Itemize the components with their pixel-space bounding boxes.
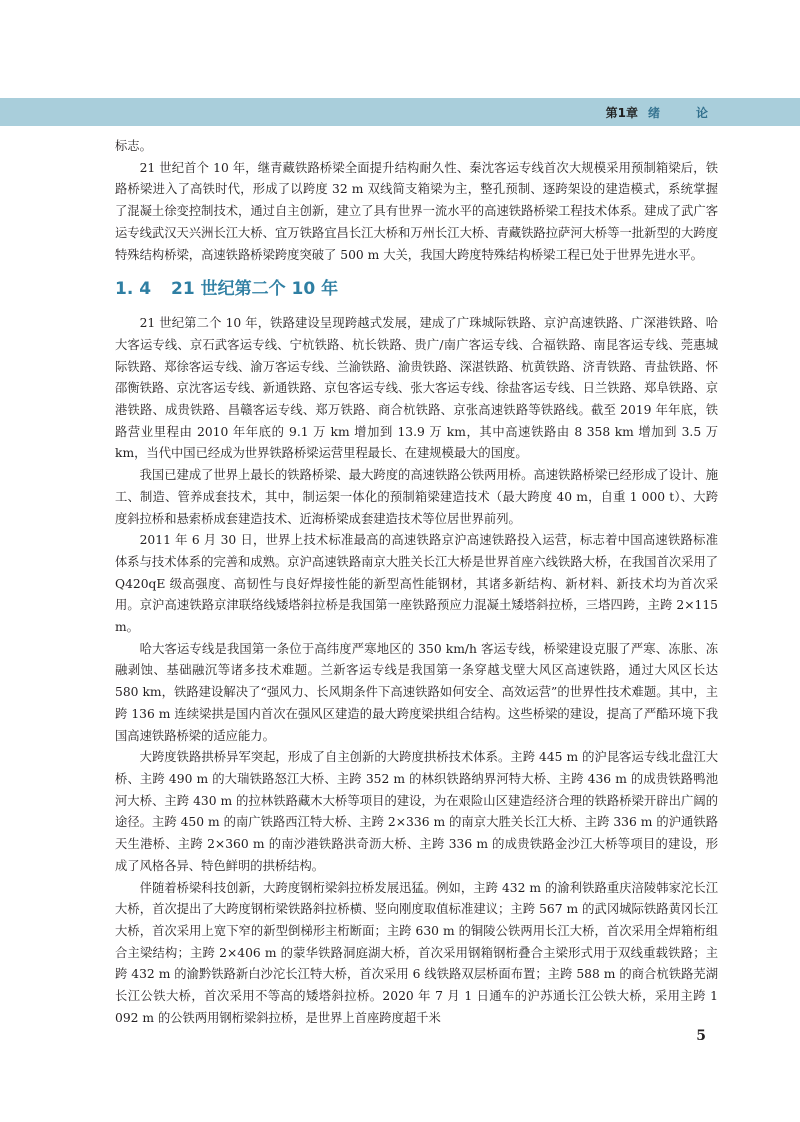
paragraph: 21 世纪第二个 10 年，铁路建设呈现跨越式发展，建成了广珠城际铁路、京沪高速铁路、广深港铁路、哈大客运专线、京石武客运专线、宁杭铁路、杭长铁路、贵广/南广客运专线、合福铁路、南昆客运专线、莞惠城际铁路、郑徐客运专线、渝万客运专线、兰渝铁路、渝贵铁路、深湛铁路、杭黄铁路、济青铁路、青盐铁路、怀邵衡铁路、京沈客运专线、新通铁路、京包客运专线、张大客运专线、徐盐客运专线、日兰铁路、郑阜铁路、京港铁路、成贵铁路、昌赣客运专线、郑万铁路、商合杭铁路、京张高速铁路等铁路线。截至 2019 年年底，铁路营业里程由 2010 年年底的 9.1 万 km 增加到 13.9 万 km，其中高速铁路由 8 358 km 增加到 3.5 万 km，当代中国已经成为世界铁路桥梁运营里程最长、在建规模最大的国度。: [115, 316, 718, 461]
page-number: 5: [696, 1028, 706, 1044]
chapter-number: 第1章: [605, 106, 638, 120]
section-heading: [115, 277, 718, 301]
paragraph: 伴随着桥梁科技创新，大跨度钢桁梁斜拉桥发展迅猛。例如，主跨 432 m 的渝利铁路重庆涪陵韩家沱长江大桥，首次提出了大跨度钢桁梁铁路斜拉桥横、竖向刚度取值标准建议；主跨 567 m 的武冈城际铁路黄冈长江大桥，首次采用上宽下窄的新型倒梯形主桁断面；主跨 630 m 的铜陵公铁两用长江大桥，首次采用全焊箱桁组合主梁结构；主跨 2×406 m 的蒙华铁路洞庭湖大桥，首次采用钢箱钢桁叠合主梁形式用于双线重载铁路；主跨 432 m 的渝黔铁路新白沙沱长江特大桥，首次采用 6 线铁路双层桥面布置；主跨 588 m 的商合杭铁路芜湖长江公铁大桥，首次采用不等高的矮塔斜拉桥。2020 年 7 月 1 日通车的沪苏通长江公铁大桥，采用主跨 1 092 m 的公铁两用钢桁梁斜拉桥，是世界上首座跨度超千米: [115, 880, 718, 1025]
paragraph: 哈大客运专线是我国第一条位于高纬度严寒地区的 350 km/h 客运专线，桥梁建设克服了严寒、冻胀、冻融剥蚀、基础融沉等诸多技术难题。兰新客运专线是我国第一条穿越戈壁大风区高速铁路，通过大风区长达 580 km，铁路建设解决了“强风力、长风期条件下高速铁路如何安全、高效运营”的世界性技术难题。其中，主跨 136 m 连续梁拱是国内首次在强风区建造的最大跨度梁拱组合结构。这些桥梁的建设，提高了严酷环境下我国高速铁路桥梁的适应能力。: [115, 641, 718, 743]
paragraph: 我国已建成了世界上最长的铁路桥梁、最大跨度的高速铁路公铁两用桥。高速铁路桥梁已经形成了设计、施工、制造、管养成套技术，其中，制运架一体化的预制箱梁建造技术（最大跨度 40 m，自重 1 000 t）、大跨度斜拉桥和悬索桥成套建造技术、近海桥梁成套建造技术等位居世界前列。: [115, 468, 718, 526]
section-title: 21 世纪第二个 10 年: [171, 279, 339, 300]
paragraph: 大跨度铁路拱桥异军突起，形成了自主创新的大跨度拱桥技术体系。主跨 445 m 的沪昆客运专线北盘江大桥、主跨 490 m 的大瑞铁路怒江大桥、主跨 352 m 的林织铁路纳界河特大桥、主跨 436 m 的成贵铁路鸭池河大桥、主跨 430 m 的拉林铁路藏木大桥等项目的建设，为在艰险山区建造经济合理的铁路桥梁开辟出广阔的途径。主跨 450 m 的南广铁路西江特大桥、主跨 2×336 m 的南京大胜关长江大桥、主跨 336 m 的沪通铁路天生港桥、主跨 2×360 m 的南沙港铁路洪奇沥大桥、主跨 336 m 的成贵铁路金沙江大桥等项目的建设，形成了风格各异、特色鲜明的拱桥结构。: [115, 750, 718, 873]
running-header: [606, 104, 720, 121]
page-body: [115, 136, 718, 1029]
section-number: 1. 4: [115, 279, 152, 300]
chapter-title: 绪 论: [647, 106, 720, 120]
paragraph: 2011 年 6 月 30 日，世界上技术标准最高的高速铁路京沪高速铁路投入运营，标志着中国高速铁路标准体系与技术体系的完善和成熟。京沪高速铁路南京大胜关长江大桥是世界首座六线铁路大桥，在我国首次采用了 Q420qE 级高强度、高韧性与良好焊接性能的新型高性能钢材，其诸多新结构、新材料、新技术均为首次采用。京沪高速铁路京津联络线矮塔斜拉桥是我国第一座铁路预应力混凝土矮塔斜拉桥，三塔四跨，主跨 2×115 m。: [115, 533, 718, 635]
paragraph: 标志。: [115, 139, 152, 153]
paragraph: 21 世纪首个 10 年，继青藏铁路桥梁全面提升结构耐久性、秦沈客运专线首次大规模采用预制箱梁后，铁路桥梁进入了高铁时代，形成了以跨度 32 m 双线简支箱梁为主，整孔预制、逐跨架设的建造模式，系统掌握了混凝土徐变控制技术，通过自主创新，建立了具有世界一流水平的高速铁路桥梁工程技术体系。建成了武广客运专线武汉天兴洲长江大桥、宜万铁路宜昌长江大桥和万州长江大桥、青藏铁路拉萨河大桥等一批新型的大跨度特殊结构桥梁，高速铁路桥梁跨度突破了 500 m 大关，我国大跨度特殊结构桥梁工程已处于世界先进水平。: [115, 160, 718, 262]
